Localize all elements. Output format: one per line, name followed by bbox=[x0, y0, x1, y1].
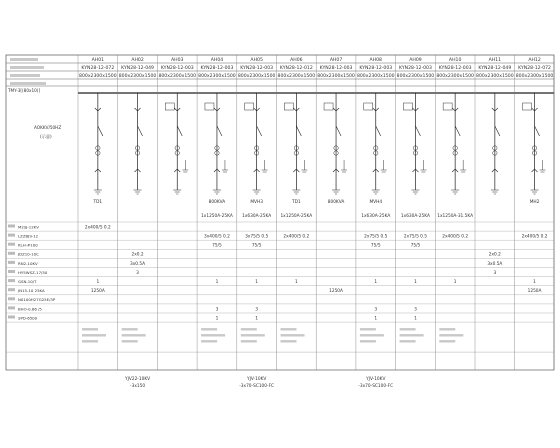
arrester-symbol bbox=[182, 160, 188, 172]
cubicle-size: 800x2300x1500 bbox=[277, 74, 316, 79]
note-block bbox=[439, 340, 455, 342]
switch-rating: 1x1250A-25KA bbox=[280, 214, 313, 219]
breaker-blade bbox=[535, 126, 540, 136]
equipment-cell: 1 bbox=[414, 316, 417, 322]
equipment-row-label: JDZ10-10C bbox=[18, 251, 39, 257]
cubicle-id: AH10 bbox=[448, 58, 462, 63]
cubicle-model: KYN28-12-003 bbox=[200, 66, 234, 71]
cubicle-size: 800x2300x1500 bbox=[79, 74, 117, 79]
note-block bbox=[281, 334, 305, 336]
equipment-cell: 3 bbox=[374, 307, 378, 313]
note-block bbox=[82, 340, 98, 342]
equipment-cell: 3x0.5A bbox=[130, 261, 146, 267]
equipment-cell: 1 bbox=[96, 280, 100, 285]
cubicle-id: AH04 bbox=[210, 58, 224, 63]
breaker-blade bbox=[217, 126, 222, 136]
note-block bbox=[241, 340, 257, 342]
note-block bbox=[281, 328, 297, 330]
cubicle-size: 800x2300x1500 bbox=[476, 74, 514, 79]
note-block bbox=[241, 328, 257, 330]
note-block bbox=[241, 334, 265, 336]
cubicle-model: KYN28-12-003 bbox=[160, 66, 194, 71]
cubicle-id: AH01 bbox=[91, 58, 105, 63]
spd-box bbox=[324, 103, 333, 110]
note-block bbox=[400, 328, 416, 330]
arrester-symbol bbox=[301, 160, 307, 172]
note-block bbox=[122, 334, 146, 336]
spd-box bbox=[245, 103, 254, 110]
cable-spec: YJV-10KV bbox=[366, 377, 386, 383]
spd-box bbox=[403, 103, 412, 110]
equipment-cell: 75/5 bbox=[251, 243, 262, 249]
cubicle-model: KYN28-12-003 bbox=[319, 66, 353, 71]
equipment-cell: 1250A bbox=[527, 289, 542, 295]
ground-icon bbox=[451, 190, 459, 194]
equipment-row-label: N0100H27G25E/3P bbox=[18, 297, 56, 303]
equipment-cell: 2x400/5 0.2 bbox=[521, 234, 548, 240]
header-label-block bbox=[10, 58, 38, 61]
cubicle-size: 800x2300x1500 bbox=[356, 74, 395, 79]
cubicle-id: AH07 bbox=[329, 58, 343, 63]
cubicle-model: KYN28-12-012 bbox=[279, 66, 313, 71]
cubicle-model: KYN28-12-003 bbox=[399, 66, 432, 71]
spd-box bbox=[165, 103, 174, 110]
equipment-cell: 2x0.2 bbox=[131, 252, 144, 258]
note-block bbox=[360, 334, 384, 336]
note-block bbox=[82, 334, 106, 336]
cubicle-model: KYN28-12-049 bbox=[121, 66, 154, 71]
switch-rating: 1x630A-25KA bbox=[242, 214, 272, 219]
equipment-cell: 3 bbox=[136, 270, 139, 276]
cubicle-columns bbox=[78, 55, 554, 370]
under-diagram-label: MVH3 bbox=[250, 200, 263, 205]
equipment-cell: 3 bbox=[493, 270, 497, 276]
switch-rating: 1x630A-25KA bbox=[400, 214, 430, 219]
breaker-blade bbox=[376, 126, 381, 136]
note-block bbox=[439, 328, 455, 330]
ground-icon bbox=[134, 190, 142, 194]
equipment-row-label: LZZBJ9-12 bbox=[18, 233, 39, 239]
row-icon bbox=[8, 261, 15, 264]
row-icon bbox=[8, 243, 15, 246]
under-diagram-label: MH2 bbox=[529, 200, 540, 205]
note-block bbox=[439, 334, 463, 336]
note-block bbox=[122, 328, 138, 330]
cable-spec: -3x70-SC100-FC bbox=[239, 384, 275, 390]
switch-rating: 1x630A-25KA bbox=[361, 214, 391, 219]
cubicle-size: 800x2300x1500 bbox=[436, 74, 474, 79]
cubicle-id: AH12 bbox=[528, 58, 541, 63]
cubicle-size: 800x2300x1500 bbox=[198, 74, 236, 79]
header-label-block bbox=[10, 82, 46, 85]
note-block bbox=[281, 340, 297, 342]
equipment-cell: 2x0.2 bbox=[488, 252, 501, 258]
row-icon bbox=[8, 288, 15, 291]
equipment-row-label: BHO-0.66 /5 bbox=[18, 306, 42, 312]
breaker-blade bbox=[296, 126, 301, 136]
equipment-cell: 1 bbox=[374, 280, 378, 285]
equipment-row-label: SPD-6500 bbox=[18, 315, 38, 321]
ground-icon bbox=[292, 190, 300, 194]
equipment-cell: 3 bbox=[215, 307, 219, 313]
breaker-blade bbox=[177, 126, 182, 136]
note-block bbox=[201, 334, 225, 336]
cable-spec: -3x150 bbox=[130, 384, 146, 390]
spd-box bbox=[443, 103, 452, 110]
note-block bbox=[400, 334, 424, 336]
equipment-row-label: HY5WSZ-17/50 bbox=[18, 269, 48, 275]
equipment-cell: 3x75/5 0.5 bbox=[245, 234, 269, 240]
cubicle-id: AH05 bbox=[250, 58, 263, 63]
equipment-cell: 2x400/5 0.2 bbox=[442, 234, 469, 240]
cable-spec: -3x70-SC100-FC bbox=[358, 384, 394, 390]
equipment-cell: 1 bbox=[414, 280, 417, 285]
row-icon bbox=[8, 252, 15, 255]
row-icon bbox=[8, 316, 15, 319]
ground-icon bbox=[94, 190, 102, 194]
equipment-row-label: M2SJ-12KV bbox=[18, 224, 39, 230]
breaker-blade bbox=[138, 126, 143, 136]
ground-icon bbox=[253, 190, 261, 194]
equipment-cell: 75/5 bbox=[410, 243, 421, 249]
equipment-cell: 1 bbox=[215, 316, 219, 322]
under-diagram-label: 800KVA bbox=[208, 200, 226, 205]
diagram-voltage-label: AOKKV/50HZ bbox=[34, 125, 62, 130]
equipment-cell: 1 bbox=[294, 280, 298, 285]
breaker-blade bbox=[455, 126, 460, 136]
cable-spec: YJV22-10KV bbox=[125, 377, 151, 383]
breaker-blade bbox=[98, 126, 103, 136]
ground-icon bbox=[491, 190, 499, 194]
equipment-row-label: JN15-10 25KA bbox=[18, 288, 45, 294]
busbar-label: TMY-3[(80x10)] bbox=[8, 88, 41, 93]
note-block bbox=[360, 340, 376, 342]
arrester-symbol bbox=[341, 160, 347, 172]
equipment-cell: 75/5 bbox=[370, 243, 381, 249]
equipment-cell: 3 bbox=[255, 307, 259, 313]
row-icon bbox=[8, 225, 15, 228]
cubicle-id: AH08 bbox=[369, 58, 382, 63]
arrester-symbol bbox=[381, 160, 387, 172]
equipment-cell: 1 bbox=[374, 316, 378, 322]
cubicle-id: AH03 bbox=[171, 58, 184, 63]
cubicle-id: AH09 bbox=[409, 58, 422, 63]
cubicle-size: 800x2300x1500 bbox=[118, 74, 157, 79]
breaker-blade bbox=[257, 126, 262, 136]
header-label-block bbox=[10, 74, 40, 77]
note-block bbox=[400, 340, 416, 342]
note-block bbox=[201, 340, 217, 342]
under-diagram-label: MVH4 bbox=[369, 200, 383, 205]
cubicle-model: KYN28-12-003 bbox=[438, 66, 472, 71]
cubicle-id: AH11 bbox=[488, 58, 502, 63]
equipment-cell: 3x400/5 0.2 bbox=[204, 234, 230, 240]
note-block bbox=[360, 328, 376, 330]
equipment-cell: 75/5 bbox=[212, 243, 222, 249]
row-icon bbox=[8, 234, 15, 237]
arrester-symbol bbox=[420, 160, 426, 172]
equipment-cell: 1 bbox=[255, 280, 259, 285]
equipment-cell: 1 bbox=[533, 280, 536, 285]
equipment-cell: 2x400/5 0.2 bbox=[283, 234, 310, 240]
breaker-blade bbox=[415, 126, 420, 136]
breaker-blade bbox=[336, 126, 341, 136]
cubicle-id: AH02 bbox=[131, 58, 144, 63]
cubicle-model: KYN28-12-072 bbox=[518, 66, 551, 71]
equipment-cell: 1250A bbox=[329, 289, 343, 295]
cubicle-id: AH06 bbox=[290, 58, 303, 63]
equipment-row-label: KLH-#100 bbox=[18, 242, 38, 248]
equipment-cell: 2x75/5 0.5 bbox=[364, 234, 388, 240]
ground-icon bbox=[531, 190, 539, 194]
row-icon bbox=[8, 279, 15, 282]
spd-box bbox=[284, 103, 293, 110]
cable-spec: YJV-10KV bbox=[246, 377, 267, 383]
equipment-cell: 1 bbox=[453, 280, 457, 285]
row-icon bbox=[8, 270, 15, 273]
under-diagram-label: 800KVA bbox=[327, 200, 345, 205]
spd-box bbox=[523, 103, 532, 110]
cubicle-model: KYN28-12-003 bbox=[240, 66, 274, 71]
switch-rating: 1x1250A-31.5KA bbox=[437, 214, 474, 219]
under-diagram-label: TD1 bbox=[292, 200, 301, 205]
row-icon bbox=[8, 297, 15, 300]
equipment-cell: 1 bbox=[215, 280, 219, 285]
arrester-symbol bbox=[540, 160, 546, 172]
equipment-cell: 2x400/5 0.2 bbox=[84, 225, 111, 231]
equipment-cell: 1250A bbox=[90, 289, 105, 295]
cubicle-size: 800x2300x1500 bbox=[515, 74, 554, 79]
arrester-symbol bbox=[460, 160, 466, 172]
equipment-cell: 1 bbox=[255, 316, 259, 322]
ground-icon bbox=[173, 190, 181, 194]
cubicle-model: KYN28-12-072 bbox=[81, 66, 115, 71]
cubicle-model: KYN28-12-003 bbox=[359, 66, 393, 71]
switch-rating: 1x1250A-25KA bbox=[201, 214, 233, 219]
cubicle-model: KYN28-12-049 bbox=[478, 66, 512, 71]
note-block bbox=[122, 340, 138, 342]
equipment-cell: 3x0.5A bbox=[487, 261, 503, 267]
diagram-sub-label: (示意) bbox=[40, 134, 52, 139]
spd-box bbox=[364, 103, 373, 110]
ground-icon bbox=[213, 190, 221, 194]
equipment-rows bbox=[6, 213, 554, 389]
equipment-cell: 3 bbox=[414, 307, 417, 313]
header-label-block bbox=[10, 66, 44, 69]
cubicle-size: 800x2300x1500 bbox=[396, 74, 435, 79]
note-block bbox=[201, 328, 217, 330]
breaker-blade bbox=[495, 126, 500, 136]
ground-icon bbox=[411, 190, 419, 194]
arrester-symbol bbox=[262, 160, 268, 172]
under-diagram-label: TD1 bbox=[93, 200, 103, 205]
equipment-cell: 2x75/5 0.5 bbox=[403, 234, 428, 240]
cubicle-size: 800x2300x1500 bbox=[237, 74, 276, 79]
drawing-frame bbox=[6, 55, 554, 370]
cubicle-size: 800x2300x1500 bbox=[317, 74, 355, 79]
equipment-row-label: RN2-10KV bbox=[18, 260, 38, 266]
row-icon bbox=[8, 306, 15, 309]
ground-icon bbox=[372, 190, 380, 194]
equipment-row-label: GSN-10/T bbox=[18, 279, 37, 284]
arrester-symbol bbox=[222, 160, 228, 172]
spd-box bbox=[205, 103, 214, 110]
cubicle-size: 800x2300x1500 bbox=[158, 74, 197, 79]
ground-icon bbox=[332, 190, 340, 194]
note-block bbox=[82, 328, 98, 330]
